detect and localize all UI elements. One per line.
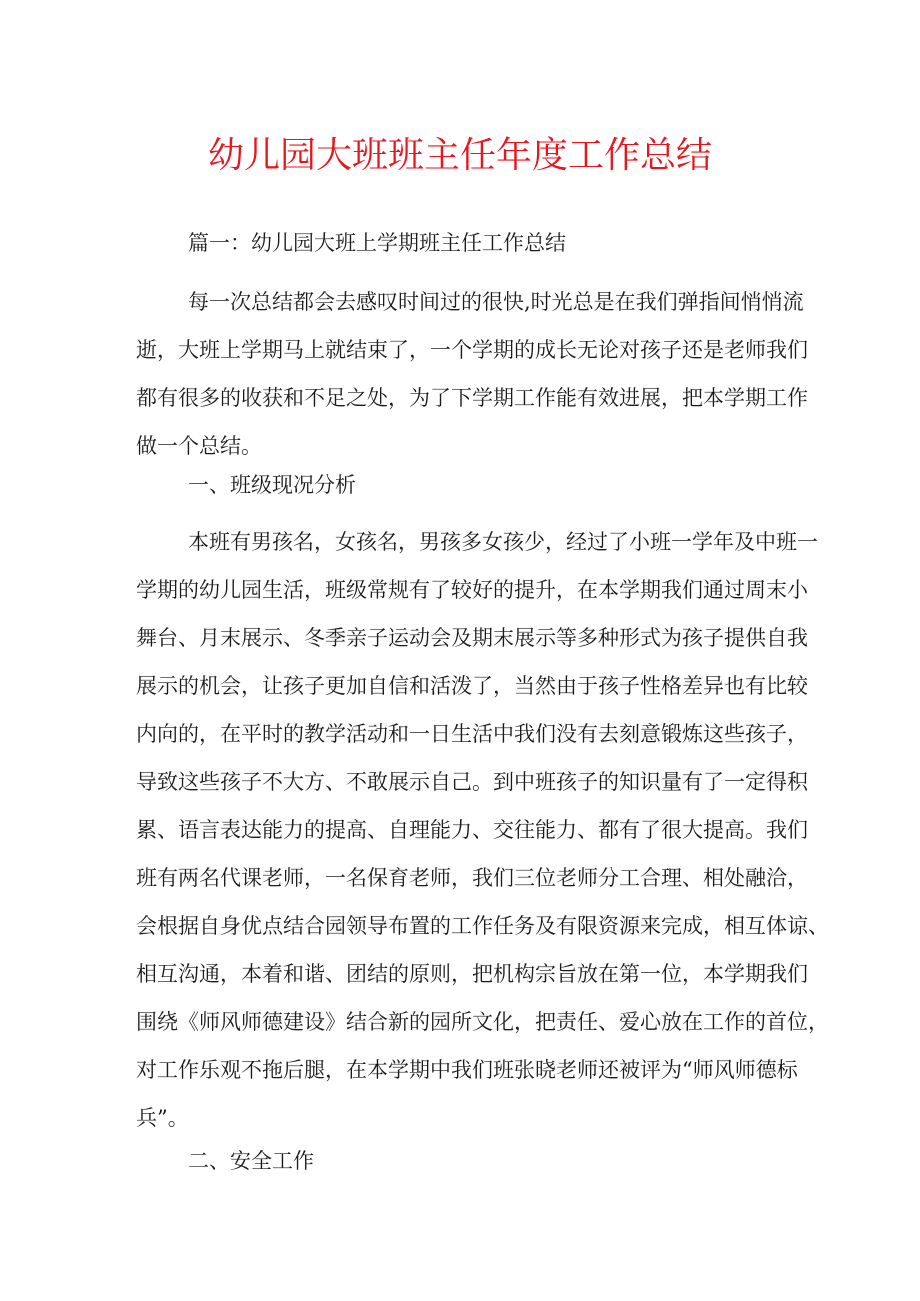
paragraph-line: 累、语言表达能力的提高、自理能力、交往能力、都有了很大提高。我们 <box>136 818 808 842</box>
paragraph-line: 内向的，在平时的教学活动和一日生活中我们没有去刻意锻炼这些孩子， <box>136 722 808 746</box>
paragraph-line: 对工作乐观不拖后腿，在本学期中我们班张晓老师还被评为“师风师德标 <box>136 1058 798 1082</box>
paragraph-line: 本班有男孩名，女孩名，男孩多女孩少，经过了小班一学年及中班一 <box>188 530 818 554</box>
paragraph-line: 都有很多的收获和不足之处，为了下学期工作能有效进展，把本学期工作 <box>136 386 808 410</box>
paragraph-line: 围绕《师风师德建设》结合新的园所文化，把责任、爱心放在工作的首位， <box>136 1010 829 1034</box>
paragraph-line: 舞台、月末展示、冬季亲子运动会及期末展示等多种形式为孩子提供自我 <box>136 626 808 650</box>
paragraph-line: 每一次总结都会去感叹时间过的很快,时光总是在我们弹指间悄悄流 <box>188 290 804 314</box>
section-heading-safety: 二、安全工作 <box>188 1149 314 1173</box>
document-title: 幼儿园大班班主任年度工作总结 <box>207 135 712 176</box>
paragraph-line: 会根据自身优点结合园领导布置的工作任务及有限资源来完成，相互体谅、 <box>136 914 829 938</box>
paragraph-line: 展示的机会，让孩子更加自信和活泼了，当然由于孩子性格差异也有比较 <box>136 674 808 698</box>
paragraph-class-status <box>136 518 829 1142</box>
paragraph-line: 兵”。 <box>136 1106 189 1130</box>
paragraph-line: 做一个总结。 <box>136 434 262 458</box>
paragraph-intro <box>136 278 808 470</box>
article-subtitle: 篇一：幼儿园大班上学期班主任工作总结 <box>188 231 566 255</box>
paragraph-line: 班有两名代课老师，一名保育老师，我们三位老师分工合理、相处融洽， <box>136 866 808 890</box>
paragraph-line: 逝，大班上学期马上就结束了，一个学期的成长无论对孩子还是老师我们 <box>136 338 808 362</box>
paragraph-line: 相互沟通，本着和谐、团结的原则，把机构宗旨放在第一位，本学期我们 <box>136 962 808 986</box>
section-heading-class-status: 一、班级现况分析 <box>188 473 356 497</box>
paragraph-line: 导致这些孩子不大方、不敢展示自己。到中班孩子的知识量有了一定得积 <box>136 770 808 794</box>
paragraph-line: 学期的幼儿园生活，班级常规有了较好的提升，在本学期我们通过周末小 <box>136 578 808 602</box>
